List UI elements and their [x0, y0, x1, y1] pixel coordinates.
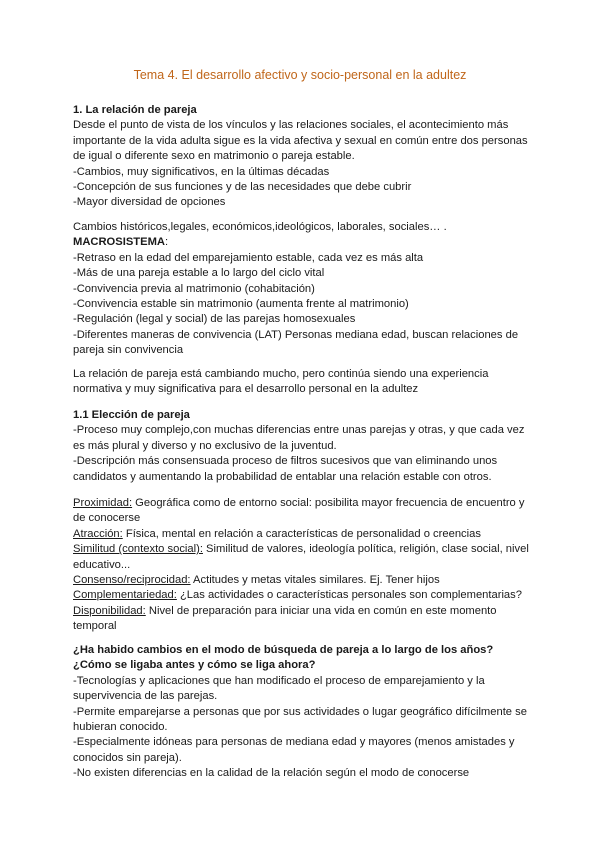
list-item: -Regulación (legal y social) de las parejas homosexuales [73, 313, 356, 326]
list-item: -Permite emparejarse a personas que por sus actividades o lugar geográfico difícilmente se hubieran conocido. [73, 705, 527, 734]
section-relacion-pareja [73, 103, 533, 211]
section-filtros [73, 496, 533, 635]
filter-item [73, 573, 533, 588]
list-item: -Convivencia estable sin matrimonio (aumenta frente al matrimonio) [73, 298, 409, 311]
filter-term: Proximidad: [73, 497, 133, 509]
filter-item [73, 496, 533, 527]
list-item: -Concepción de sus funciones y de las necesidades que debe cubrir [73, 181, 412, 194]
filter-text: ¿Las actividades o características personales son complementarias? [176, 589, 522, 602]
filter-term: Atracción: [73, 527, 123, 540]
paragraph: Desde el punto de vista de los vínculos y las relaciones sociales, el acontecimiento más importante de la vida adulta sigue es la vida afectiva y sexual en común entre dos personas de igual o diferente sexo en matrimonio o pareja estable. [73, 119, 528, 163]
filter-text: Geográfica como de entorno social: posibilita mayor frecuencia de encuentro y de conocerse [73, 497, 525, 525]
filter-term: Similitud (contexto social): [73, 543, 203, 556]
section-macrosistema [73, 220, 533, 359]
document-title: Tema 4. El desarrollo afectivo y socio-personal en la adultez [133, 68, 467, 82]
list-item: -Especialmente idóneas para personas de mediana edad y mayores (menos amistades y conocidos sin pareja). [73, 736, 515, 764]
filter-item [73, 542, 533, 573]
section-busqueda-pareja [73, 643, 533, 782]
filter-text: Física, mental en relación a características de personalidad o creencias [122, 527, 481, 540]
list-item: -No existen diferencias en la calidad de la relación según el modo de conocerse [73, 767, 470, 780]
filter-term: Complementariedad: [73, 589, 177, 602]
paragraph: La relación de pareja está cambiando mucho, pero continúa siendo una experiencia normativa y muy significativa para el desarrollo personal en la adultez [73, 368, 489, 396]
filter-text: Similitud de valores, ideología política, religión, clase social, nivel educativo... [73, 543, 529, 571]
section-heading: 1. La relación de pareja [73, 104, 197, 116]
list-item: -Cambios, muy significativos, en la últimas décadas [73, 165, 330, 178]
list-item: -Descripción más consensuada proceso de filtros sucesivos que van eliminando unos candidatos y aumentando la probabilidad de entablar una relación estable con otros. [73, 455, 498, 483]
section-heading: 1.1 Elección de pareja [73, 409, 190, 421]
filter-text: Actitudes y metas vitales similares. Ej. Tener hijos [190, 574, 440, 587]
section-summary [73, 367, 533, 398]
filter-text: Nivel de preparación para iniciar una vida en común en este momento temporal [73, 604, 497, 633]
filter-term: Consenso/reciprocidad: [73, 574, 191, 587]
question-heading: ¿Ha habido cambios en el modo de búsqueda de pareja a lo largo de los años? [73, 644, 494, 656]
list-item: -Convivencia previa al matrimonio (cohabitación) [73, 282, 315, 295]
filter-item [73, 604, 533, 635]
list-item: -Mayor diversidad de opciones [73, 196, 226, 209]
list-item: -Más de una pareja estable a lo largo del ciclo vital [73, 267, 325, 280]
list-item: -Tecnologías y aplicaciones que han modificado el proceso de emparejamiento y la supervivencia de las parejas. [73, 674, 485, 703]
list-item: -Proceso muy complejo,con muchas diferencias entre unas parejas y otras, y que cada vez es más plural y diverso y no exclusivo de la juventud. [73, 424, 525, 452]
macro-label: MACROSISTEMA [73, 236, 165, 249]
macrosistema-label [73, 235, 533, 250]
question-heading: ¿Cómo se ligaba antes y cómo se liga ahora? [73, 659, 316, 672]
macro-colon: : [165, 236, 169, 249]
section-eleccion-pareja [73, 408, 533, 485]
filter-term: Disponibilidad: [73, 604, 146, 617]
list-item: -Retraso en la edad del emparejamiento estable, cada vez es más alta [73, 251, 424, 264]
filter-item [73, 588, 533, 603]
list-item: -Diferentes maneras de convivencia (LAT) Personas mediana edad, buscan relaciones de pareja sin convivencia [73, 328, 519, 357]
paragraph: Cambios históricos,legales, económicos,ideológicos, laborales, sociales… . [73, 221, 447, 233]
filter-item [73, 527, 533, 542]
